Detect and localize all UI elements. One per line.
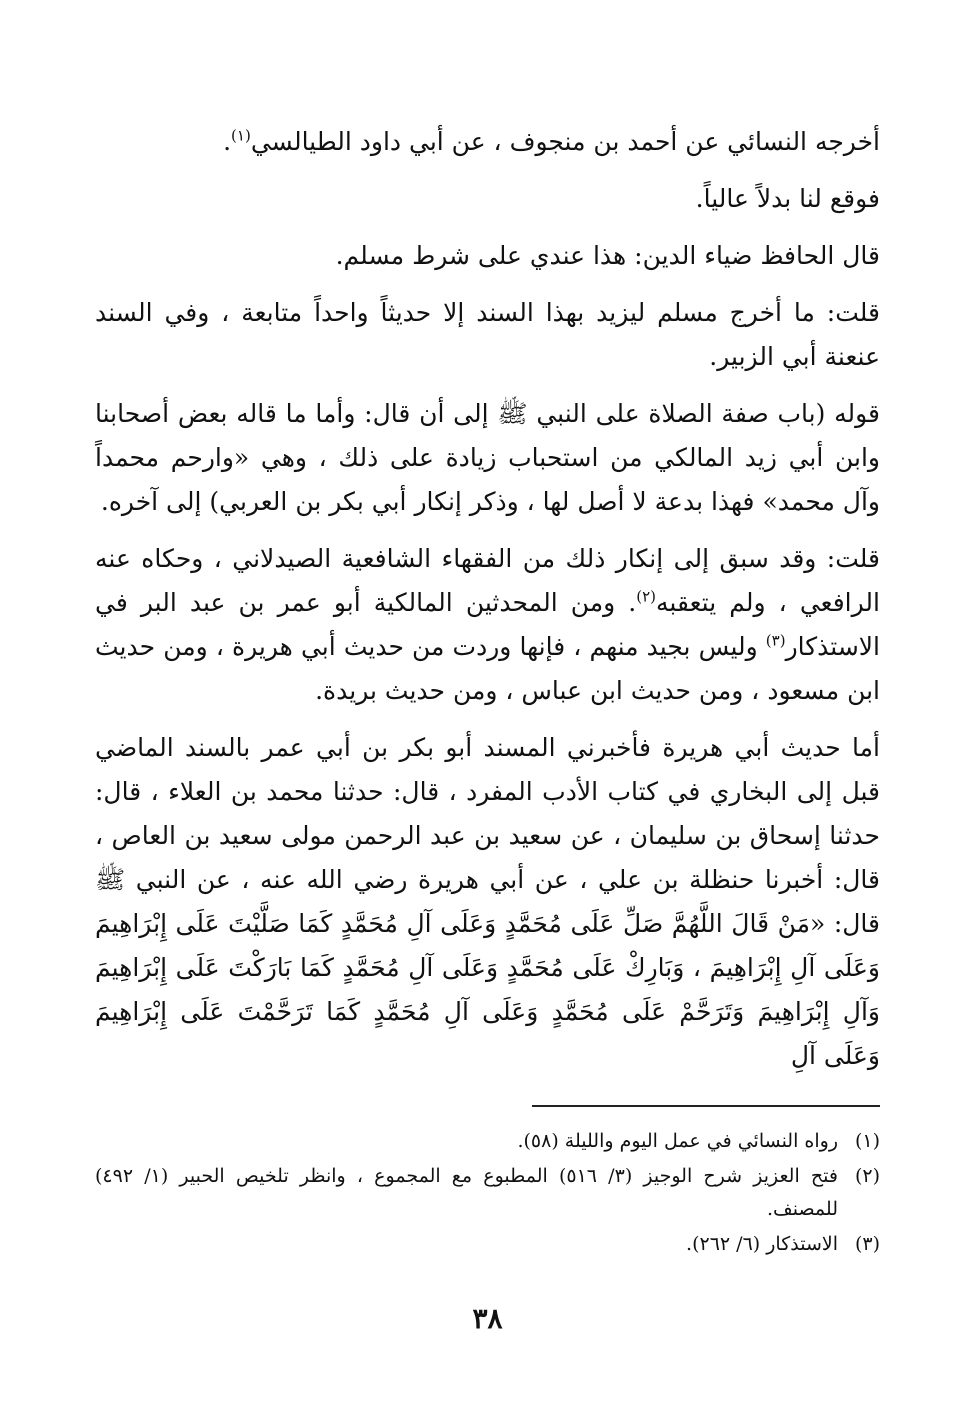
paragraph-7: أما حديث أبي هريرة فأخبرني المسند أبو بكر بن أبي عمر بالسند الماضي قبل إلى البخاري في كتاب الأدب المفرد ، قال: حدثنا محمد بن العلاء ، قال: حدثنا إسحاق بن سليمان ، عن سعيد بن عبد الرحمن مولى سعيد بن العاص ، قال: أخبرنا حنظلة بن علي ، عن أبي هريرة رضي الله عنه ، عن النبي ﷺ قال: «مَنْ قَالَ اللَّهُمَّ صَلِّ عَلَى مُحَمَّدٍ وَعَلَى آلِ مُحَمَّدٍ كَمَا صَلَّيْتَ عَلَى إِبْرَاهِيمَ وَعَلَى آلِ إِبْرَاهِيمَ ، وَبَارِكْ عَلَى مُحَمَّدٍ وَعَلَى آلِ مُحَمَّدٍ كَمَا بَارَكْتَ عَلَى إِبْرَاهِيمَ وَآلِ إِبْرَاهِيمَ وَتَرَحَّمْ عَلَى مُحَمَّدٍ وَعَلَى آلِ مُحَمَّدٍ كَمَا تَرَحَّمْتَ عَلَى إِبْرَاهِيمَ وَعَلَى آلِ (95, 733, 880, 1070)
paragraph-1-text: أخرجه النسائي عن أحمد بن منجوف ، عن أبي داود الطيالسي (250, 127, 880, 156)
book-page (95, 120, 880, 1427)
page-number: ٣٨ (472, 1302, 503, 1335)
paragraph-4: قلت: ما أخرج مسلم ليزيد بهذا السند إلا حديثاً واحداً متابعة ، وفي السند عنعنة أبي الزبير. (95, 298, 880, 371)
paragraph-5: قوله (باب صفة الصلاة على النبي ﷺ إلى أن قال: وأما ما قاله بعض أصحابنا وابن أبي زيد المالكي من استحباب زيادة على ذلك ، وهي «وارحم محمداً وآل محمد» فهذا بدعة لا أصل لها ، وذكر إنكار أبي بكر بن العربي) إلى آخره. (95, 399, 880, 516)
paragraph-1-end: . (223, 127, 232, 156)
paragraph-6-part-2: . ومن المحدثين المالكية أبو عمر بن عبد البر في الاستذكار (95, 588, 880, 661)
paragraph-6-part-1: قلت: وقد سبق إلى إنكار ذلك من الفقهاء الشافعية الصيدلاني ، وحكاه عنه الرافعي ، ولم يتعقبه (95, 544, 880, 617)
footnote-1 (95, 1125, 880, 1158)
footnote-marker-2[interactable]: (٢) (636, 587, 657, 606)
footnote-text: رواه النسائي في عمل اليوم والليلة (٥٨). (517, 1130, 838, 1152)
footnote-number: (١) (854, 1130, 880, 1152)
footnote-number: (٣) (854, 1233, 880, 1255)
footnote-2 (95, 1160, 880, 1226)
paragraph-3: قال الحافظ ضياء الدين: هذا عندي على شرط مسلم. (335, 241, 880, 270)
paragraph-2: فوقع لنا بدلاً عالياً. (695, 184, 880, 213)
footnote-marker-3[interactable]: (٣) (765, 631, 786, 650)
footnote-text: فتح العزيز شرح الوجيز (٣/ ٥١٦) المطبوع مع المجموع ، وانظر تلخيص الحبير (١/ ٤٩٢) للمصنف. (95, 1165, 838, 1220)
footnote-3 (95, 1228, 880, 1261)
paragraph-6 (95, 537, 880, 713)
footnote-marker-1[interactable]: (١) (231, 126, 251, 145)
footnote-separator (532, 1105, 880, 1107)
footnotes (95, 1125, 880, 1263)
paragraph-6-part-3: وليس بجيد منهم ، فإنها وردت من حديث أبي هريرة ، ومن حديث ابن مسعود ، ومن حديث ابن عباس ، ومن حديث بريدة. (95, 632, 880, 705)
footnote-number: (٢) (854, 1165, 880, 1187)
paragraph-1 (95, 120, 880, 164)
main-text (95, 120, 880, 1078)
footnote-text: الاستذكار (٦/ ٢٦٢). (686, 1233, 838, 1255)
